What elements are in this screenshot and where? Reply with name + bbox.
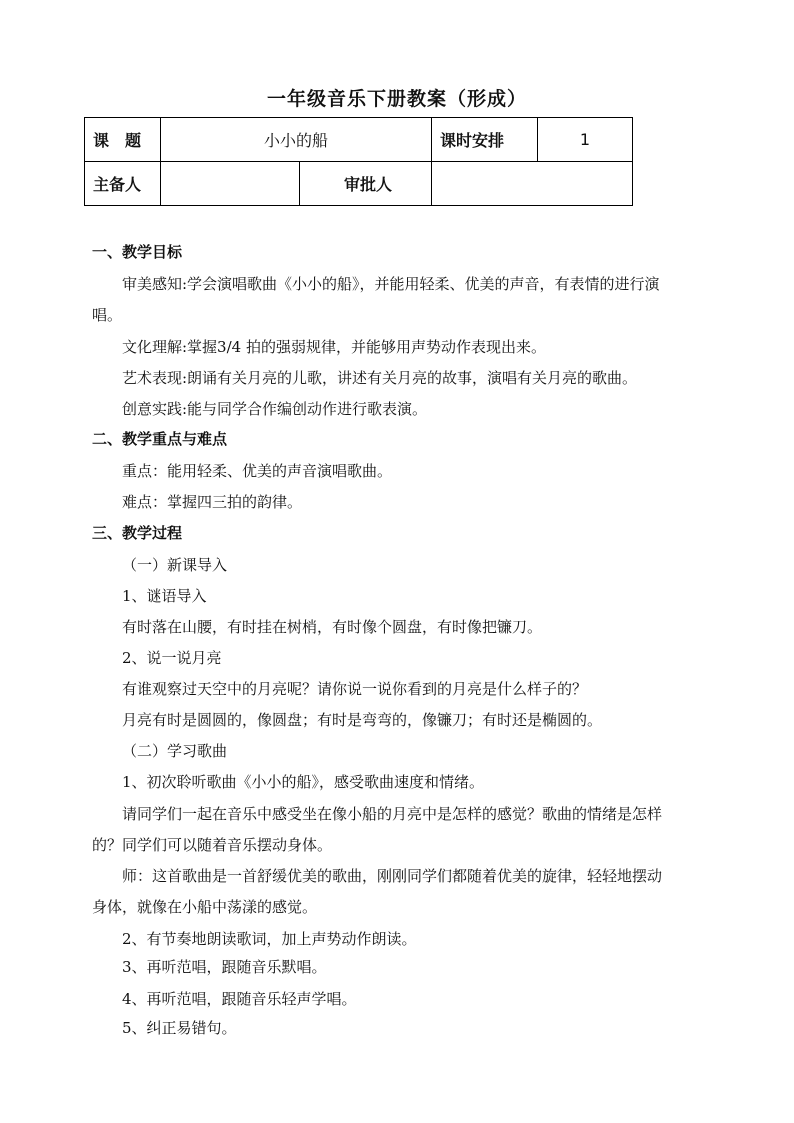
step2-heading: （二）学习歌曲 [122, 742, 228, 760]
goals-heading: 一、教学目标 [92, 243, 183, 261]
goal-creative: 创意实践:能与同学合作编创动作进行歌表演。 [122, 400, 428, 418]
step2-1: 1、初次聆听歌曲《小小的船》，感受歌曲速度和情绪。 [122, 773, 485, 791]
goal-aesthetic-line1: 审美感知:学会演唱歌曲《小小的船》，并能用轻柔、优美的声音，有表情的进行演 [122, 275, 660, 293]
step2-4: 4、再听范唱，跟随音乐轻声学唱。 [122, 990, 357, 1008]
step1-heading: （一）新课导入 [122, 556, 228, 574]
step2-teacher2: 身体，就像在小船中荡漾的感觉。 [92, 898, 318, 916]
hours-value: 1 [538, 118, 633, 162]
goal-art: 艺术表现:朗诵有关月亮的儿歌，讲述有关月亮的故事，演唱有关月亮的歌曲。 [122, 369, 638, 387]
topic-label: 课 题 [85, 118, 161, 162]
approver-label: 审批人 [300, 162, 432, 206]
step2-1-text1: 请同学们一起在音乐中感受坐在像小船的月亮中是怎样的感觉？歌曲的情绪是怎样 [122, 805, 663, 823]
document-title: 一年级音乐下册教案（形成） [266, 88, 527, 110]
step2-1-text2: 的？同学们可以随着音乐摆动身体。 [92, 836, 333, 854]
goal-culture: 文化理解:掌握3/4 拍的强弱规律，并能够用声势动作表现出来。 [122, 338, 546, 356]
hours-label: 课时安排 [432, 118, 538, 162]
process-heading: 三、教学过程 [92, 524, 183, 542]
key-point: 重点：能用轻柔、优美的声音演唱歌曲。 [122, 462, 393, 480]
step2-3: 3、再听范唱，跟随音乐默唱。 [122, 958, 327, 976]
step2-2: 2、有节奏地朗读歌词，加上声势动作朗读。 [122, 930, 417, 948]
step1-2-text1: 有谁观察过天空中的月亮呢？请你说一说你看到的月亮是什么样子的？ [122, 680, 588, 698]
step2-teacher1: 师：这首歌曲是一首舒缓优美的歌曲，刚刚同学们都随着优美的旋律，轻轻地摆动 [122, 867, 663, 885]
topic-value: 小小的船 [161, 118, 432, 162]
goal-aesthetic-line2: 唱。 [92, 306, 123, 324]
step2-5: 5、纠正易错句。 [122, 1019, 237, 1037]
step1-2-text2: 月亮有时是圆圆的，像圆盘；有时是弯弯的，像镰刀；有时还是椭圆的。 [122, 711, 603, 729]
step1-1-text: 有时落在山腰，有时挂在树梢，有时像个圆盘，有时像把镰刀。 [122, 618, 543, 636]
step1-1: 1、谜语导入 [122, 587, 207, 605]
key-points-heading: 二、教学重点与难点 [92, 430, 228, 448]
step1-2: 2、说一说月亮 [122, 649, 222, 667]
preparer-label: 主备人 [85, 162, 161, 206]
difficult-point: 难点：掌握四三拍的韵律。 [122, 493, 303, 511]
